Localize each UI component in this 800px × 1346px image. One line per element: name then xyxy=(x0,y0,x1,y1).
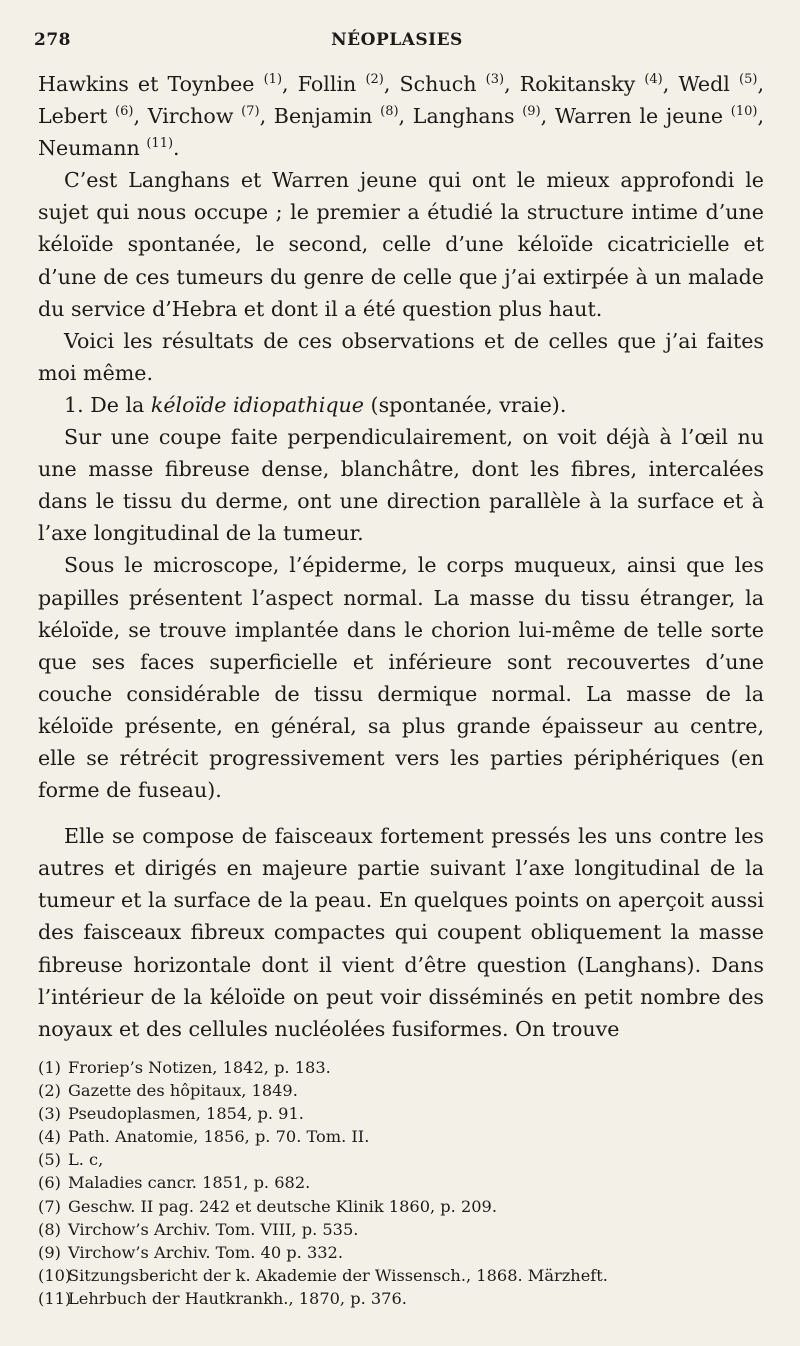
paragraph-5: Sous le microscope, l’épiderme, le corps muqueux, ainsi que les papilles présentent l’aspect normal. La masse du tissu étranger, la kéloïde, se trouve implantée dans le chorion lui-même de telle sorte que ses faces superficielle et inférieure sont recouvertes d’une couche considérable de tissu dermique normal. La masse de la kéloïde présente, en général, sa plus grande épaisseur au centre, elle se rétrécit progressivement vers les parties périphériques (en forme de fuseau). xyxy=(38,553,764,803)
text-run: . xyxy=(173,136,180,161)
footnote-text: Geschw. II pag. 242 et deutsche Klinik 1860, p. 209. xyxy=(68,1196,497,1216)
text-run: Hawkins et Toynbee xyxy=(38,72,264,96)
footnote-ref: (2) xyxy=(365,72,384,88)
footnote-number: (8) xyxy=(38,1219,61,1239)
text-run: , Warren le jeune xyxy=(540,104,731,129)
footnote-text: Sitzungsbericht der k. Akademie der Wissensch., 1868. Märzheft. xyxy=(68,1265,608,1285)
text-run: , Rokitansky xyxy=(504,72,645,96)
text-run: , Wedl xyxy=(662,72,740,96)
footnote-ref: (6) xyxy=(115,104,134,120)
footnote-ref: (3) xyxy=(485,72,505,88)
footnote-text: Virchow’s Archiv. Tom. VIII, p. 535. xyxy=(68,1219,359,1239)
footnote-number: (5) xyxy=(38,1150,61,1170)
footnote-text: Froriep’s Notizen, 1842, p. 183. xyxy=(68,1058,331,1077)
footnote-number: (3) xyxy=(38,1104,61,1124)
running-title: NÉOPLASIES xyxy=(331,30,463,50)
footnote-text: Pseudoplasmen, 1854, p. 91. xyxy=(68,1104,304,1124)
paragraph-1: C’est Langhans et Warren jeune qui ont le mieux approfondi le sujet qui nous occupe ; le premier a étudié la structure intime d’une kéloïde spontanée, le second, celle d’une kéloïde cicatricielle et d’une de ces tumeurs du genre de celle que j’ai extirpée à un malade du service d’Hebra et dont il a été question plus haut. xyxy=(38,168,764,321)
footnote xyxy=(38,1218,764,1241)
paragraph-author-list xyxy=(38,68,764,164)
text-run: , Langhans xyxy=(398,104,523,129)
page-number: 278 xyxy=(34,30,71,50)
running-header xyxy=(34,30,760,58)
text-run: 1. De la xyxy=(64,392,151,417)
section-heading xyxy=(38,389,764,421)
footnote xyxy=(38,1264,764,1287)
body-text xyxy=(38,68,764,1045)
text-run: , Lebert xyxy=(38,72,764,129)
footnote-ref: (9) xyxy=(522,104,541,120)
text-run: , Follin xyxy=(282,72,366,96)
text-run: , Schuch xyxy=(383,72,486,96)
footnote-number: (10) xyxy=(38,1265,72,1285)
footnote-ref: (4) xyxy=(644,72,663,88)
paragraph-6: Elle se compose de faisceaux fortement pressés les uns contre les autres et dirigés en majeure partie suivant l’axe longitudinal de la tumeur et la surface de la peau. En quelques points on aperçoit aussi des faisceaux fibreux compactes qui coupent obliquement la masse fibreuse horizontale dont il vient d’être question (Langhans). Dans l’intérieur de la kéloïde on peut voir disséminés en petit nombre des noyaux et des cellules nucléolées fusiformes. On trouve xyxy=(38,824,764,1041)
footnote xyxy=(38,1125,764,1148)
footnote-text: Lehrbuch der Hautkrankh., 1870, p. 376. xyxy=(68,1288,407,1308)
text-run: (spontanée, vraie). xyxy=(364,392,567,417)
footnote xyxy=(38,1102,764,1125)
text-run: , Benjamin xyxy=(259,104,381,129)
footnotes xyxy=(38,1056,764,1310)
footnote xyxy=(38,1148,764,1171)
footnote-text: Maladies cancr. 1851, p. 682. xyxy=(68,1173,311,1193)
footnote-text: Virchow’s Archiv. Tom. 40 p. 332. xyxy=(68,1242,343,1262)
paragraph-2: Voici les résultats de ces observations et de celles que j’ai faites moi même. xyxy=(38,328,764,385)
footnote xyxy=(38,1079,764,1102)
footnote xyxy=(38,1241,764,1264)
footnote-number: (4) xyxy=(38,1127,61,1147)
italic-term: kéloïde idiopathique xyxy=(150,392,364,417)
footnote-number: (7) xyxy=(38,1196,61,1216)
text-run: , Neumann xyxy=(38,104,765,161)
footnote xyxy=(38,1287,764,1310)
footnote-number: (6) xyxy=(38,1173,61,1193)
footnote-text: Gazette des hôpitaux, 1849. xyxy=(68,1081,298,1101)
footnote-ref: (1) xyxy=(263,72,283,88)
footnote xyxy=(38,1195,764,1218)
footnote-ref: (7) xyxy=(241,104,260,120)
footnote-ref: (5) xyxy=(739,72,758,88)
footnote-ref: (11) xyxy=(146,136,174,152)
footnote xyxy=(38,1171,764,1194)
paragraph-4: Sur une coupe faite perpendiculairement, on voit déjà à l’œil nu une masse fibreuse dense, blanchâtre, dont les fibres, intercalées dans le tissu du derme, ont une direction parallèle à la surface et à l’axe longitudinal de la tumeur. xyxy=(38,425,764,546)
footnote xyxy=(38,1056,764,1079)
footnote-ref: (10) xyxy=(730,104,758,120)
footnote-number: (2) xyxy=(38,1081,61,1101)
text-run: , Virchow xyxy=(133,104,242,129)
footnote-text: Path. Anatomie, 1856, p. 70. Tom. II. xyxy=(68,1127,370,1147)
footnote-ref: (8) xyxy=(380,104,399,120)
footnote-number: (1) xyxy=(38,1058,61,1077)
footnote-number: (9) xyxy=(38,1242,61,1262)
footnote-number: (11) xyxy=(38,1288,72,1308)
footnote-text: L. c, xyxy=(68,1150,104,1170)
